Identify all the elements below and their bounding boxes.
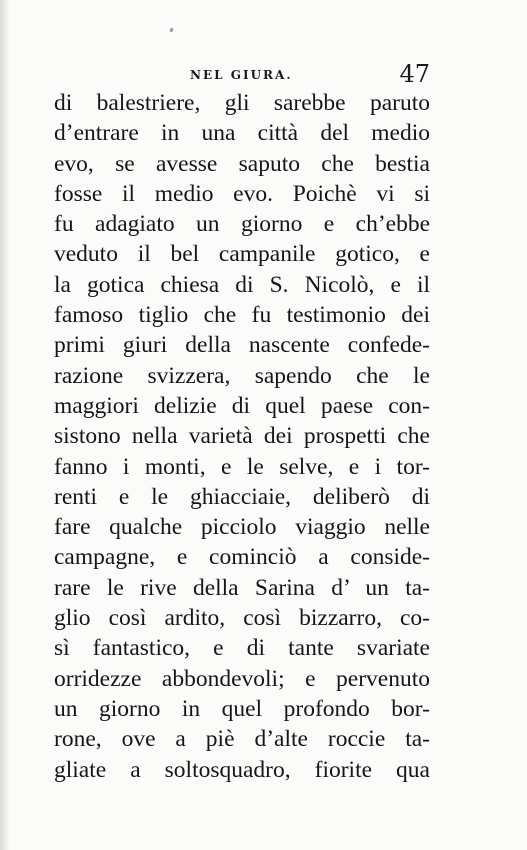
running-title: NEL GIURA. (190, 68, 293, 82)
text-line: fosse il medio evo. Poichè vi si (54, 180, 430, 207)
text-line: razione svizzera, sapendo che le (54, 362, 430, 389)
body-text (54, 88, 430, 785)
text-line: gliate a soltosquadro, fiorite qua (54, 756, 430, 783)
text-line: famoso tiglio che fu testimonio dei (54, 302, 430, 329)
running-head (180, 60, 430, 90)
text-line: un giorno in quel profondo bor- (54, 695, 430, 722)
ink-speck (169, 28, 173, 33)
page-number: 47 (399, 60, 430, 88)
text-line: rone, ove a piè d’alte roccie ta- (54, 726, 430, 753)
text-line: glio così ardito, così bizzarro, co- (54, 605, 430, 632)
text-line: campagne, e cominciò a conside- (54, 544, 430, 571)
text-line: sistono nella varietà dei prospetti che (54, 423, 430, 450)
text-line: fare qualche picciolo viaggio nelle (54, 514, 430, 541)
text-line: sì fantastico, e di tante svariate (54, 635, 430, 662)
text-line: la gotica chiesa di S. Nicolò, e il (54, 271, 430, 298)
text-line: orridezze abbondevoli; e pervenuto (54, 665, 430, 692)
text-line: primi giuri della nascente confede- (54, 332, 430, 359)
text-line: fanno i monti, e le selve, e i tor- (54, 453, 430, 480)
text-line: evo, se avesse saputo che bestia (54, 150, 430, 177)
text-line: di balestriere, gli sarebbe paruto (54, 90, 430, 116)
text-line: renti e le ghiacciaie, deliberò di (54, 483, 430, 510)
binding-shadow (0, 0, 10, 850)
text-line: rare le rive della Sarina d’ un ta- (54, 574, 430, 601)
text-line: maggiori delizie di quel paese con- (54, 392, 430, 419)
text-line: fu adagiato un giorno e ch’ebbe (54, 211, 430, 238)
text-line: d’entrare in una città del medio (54, 120, 430, 147)
text-line: veduto il bel campanile gotico, e (54, 241, 430, 268)
